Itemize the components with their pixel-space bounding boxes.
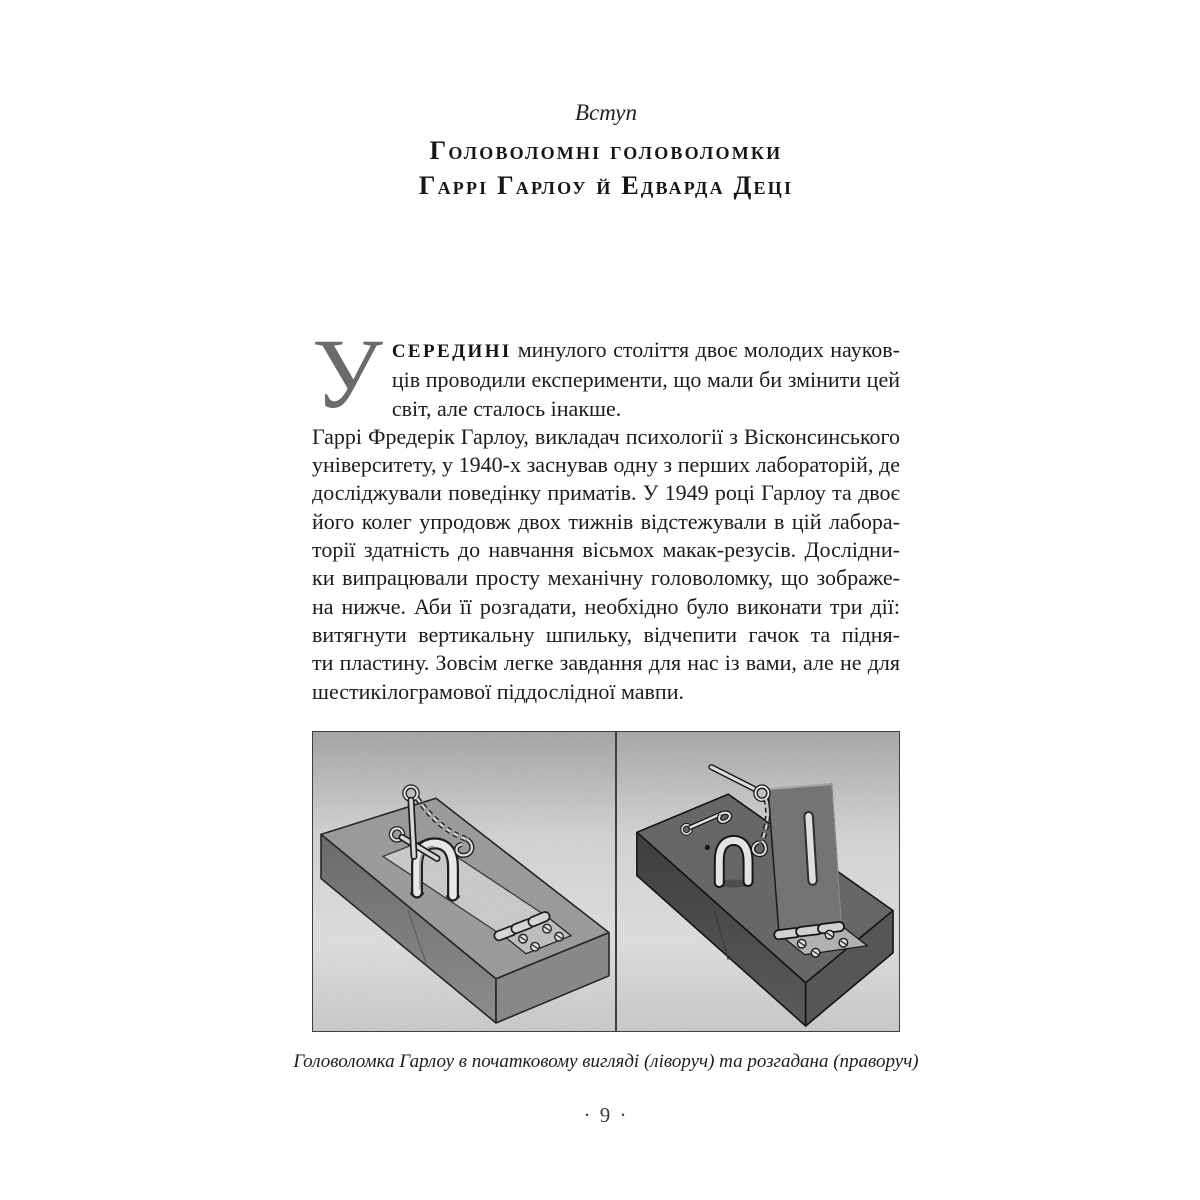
text-line: університету, у 1940-х заснував одну з перших лабораторій, де <box>312 452 900 478</box>
chapter-kicker: Вступ <box>574 100 637 125</box>
paragraph-intro <box>312 318 900 429</box>
text-line: витягнути вертикальну шпильку, відчепити гачок та підня- <box>312 621 900 647</box>
text-line: його колег упродовж двох тижнів відстежували в цій лабора- <box>312 508 900 534</box>
text-line: ки випрацювали просту механічну головоломку, що зображе- <box>312 565 900 591</box>
text-line: на нижче. Аби її розгадати, необхідно було виконати три дії: <box>312 593 900 619</box>
drop-cap: У <box>312 318 383 429</box>
lead-caps: СЕРЕДИНІ <box>391 341 512 362</box>
text-line: торії здатність до навчання вісьмох макак-резусів. Дослідни- <box>312 537 900 563</box>
text-line <box>312 336 900 366</box>
body-text <box>312 318 900 706</box>
chapter-title <box>292 133 920 203</box>
chapter-title-line1: Головоломні головоломки <box>429 136 783 165</box>
text-line: світ, але сталось інакше. <box>391 395 622 421</box>
grain-texture <box>617 732 899 1031</box>
puzzle-initial-illustration <box>313 732 615 1031</box>
text-line: ти пластину. Зовсім легке завдання для нас із вами, але не для <box>312 650 900 676</box>
text-span: минулого століття двоє молодих науков- <box>517 337 900 362</box>
figure-caption: Головоломка Гарлоу в початковому вигляді (ліворуч) та розгадана (праворуч) <box>293 1051 919 1072</box>
text-line: досліджували поведінку приматів. У 1949 році Гарлоу та двоє <box>312 480 900 506</box>
text-line: ців проводили експерименти, що мали би змінити цей <box>391 367 900 393</box>
figure-harlow-puzzle <box>312 731 900 1032</box>
grain-texture <box>313 732 615 1031</box>
paragraph-harlow <box>312 423 900 706</box>
puzzle-solved-illustration <box>617 732 899 1031</box>
text-line: Гаррі Фредерік Гарлоу, викладач психології з Вісконсинського <box>312 423 900 449</box>
text-line: шестикілограмової піддослідної мавпи. <box>312 678 684 704</box>
chapter-title-line2: Гаррі Гарлоу й Едварда Деці <box>418 171 794 200</box>
page-number: · 9 · <box>583 1103 629 1127</box>
